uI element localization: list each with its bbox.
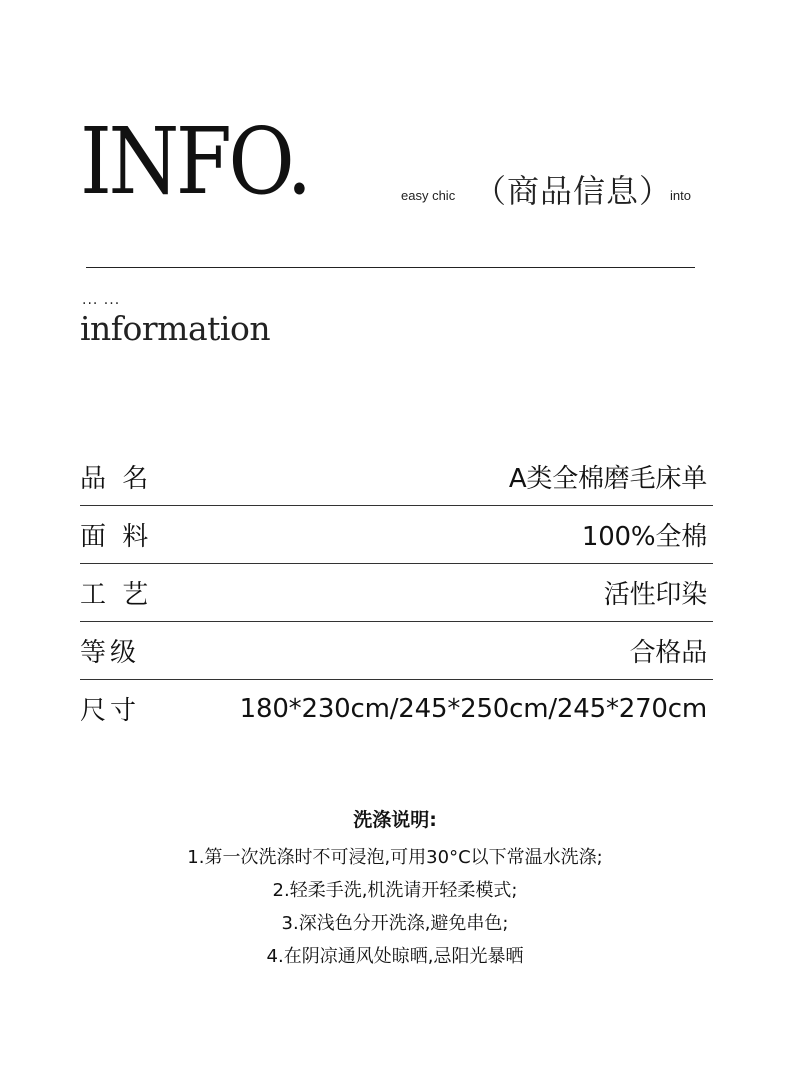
spec-label: 尺寸 [80, 696, 141, 726]
spec-row-size [80, 680, 713, 737]
spec-row-grade [80, 622, 713, 680]
spec-row-fabric [80, 506, 713, 564]
spec-label: 工 艺 [80, 580, 153, 610]
ellipsis-dots: ... ... [82, 292, 121, 308]
spec-label: 等级 [80, 638, 141, 668]
care-instructions [0, 808, 790, 973]
header-divider [86, 267, 695, 268]
care-line: 1.第一次洗涤时不可浸泡,可用30°C以下常温水洗涤; [187, 847, 603, 868]
spec-label: 品 名 [80, 464, 153, 494]
spec-value: 180*230cm/245*250cm/245*270cm [239, 693, 707, 724]
care-line: 3.深浅色分开洗涤,避免串色; [281, 913, 509, 934]
spec-value: 活性印染 [603, 580, 707, 610]
spec-row-process [80, 564, 713, 622]
care-line: 4.在阴凉通风处晾晒,忌阳光暴晒 [266, 946, 524, 967]
spec-value: 合格品 [629, 638, 707, 668]
product-info-title: （商品信息） [474, 172, 673, 210]
spec-label: 面 料 [80, 522, 153, 552]
tagline-into: into [670, 188, 691, 203]
spec-value: A类全棉磨毛床单 [508, 464, 707, 494]
information-subtitle: information [80, 309, 271, 348]
info-logo: INFO. [80, 108, 309, 215]
tagline-easy-chic: easy chic [401, 188, 456, 203]
care-line: 2.轻柔手洗,机洗请开轻柔模式; [272, 880, 518, 901]
spec-value: 100%全棉 [581, 522, 707, 552]
spec-row-product-name [80, 448, 713, 506]
spec-table [80, 448, 713, 737]
care-title: 洗涤说明: [353, 809, 437, 831]
